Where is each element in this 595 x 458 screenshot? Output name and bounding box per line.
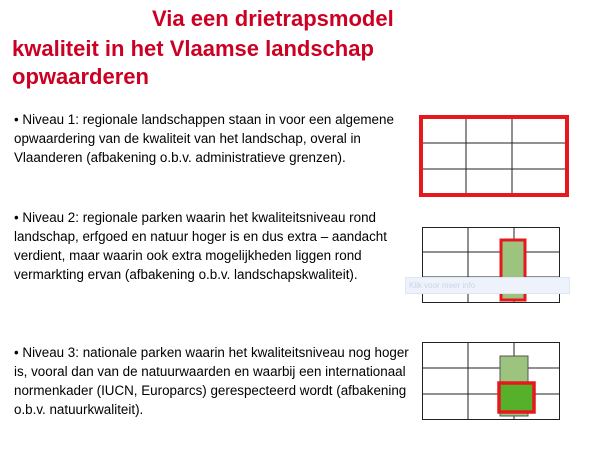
grid-lines: [422, 342, 560, 420]
title-line-2: kwaliteit in het Vlaamse landschap: [12, 36, 374, 61]
title-line-3: opwaarderen: [12, 64, 149, 89]
level-1-text: • Niveau 1: regionale landschappen staan in voor een algemene opwaardering van de kwaliteit van het landschap, overal in Vlaanderen (afbakening o.b.v. administratieve grenzen).: [14, 112, 394, 165]
level-3-text: • Niveau 3: nationale parken waarin het kwaliteitsniveau nog hoger is, vooral dan van de natuurwaarden en waarbij een internationaal normenkader (IUCN, Europarcs) gerespecteerd wordt (afbakening o.b.v. natuurkwaliteit).: [14, 345, 409, 417]
title-line-1: Via een drietrapsmodel: [152, 6, 394, 31]
grid-with-national-park-highlight-icon: [422, 342, 560, 420]
faint-caption: Klik voor meer info: [405, 277, 570, 294]
level-2-text: • Niveau 2: regionale parken waarin het kwaliteitsniveau rond landschap, erfgoed en natuur hoger is en dus extra – aandacht verdient, maar waarin ook extra mogelijkheden liggen rond vermarkting ervan (afbakening o.b.v. landschapskwaliteit).: [14, 210, 387, 282]
region-outline: [421, 117, 567, 195]
grid-lines: [421, 117, 567, 195]
grid-fully-outlined-icon: [418, 114, 570, 198]
national-park-area: [499, 383, 534, 412]
